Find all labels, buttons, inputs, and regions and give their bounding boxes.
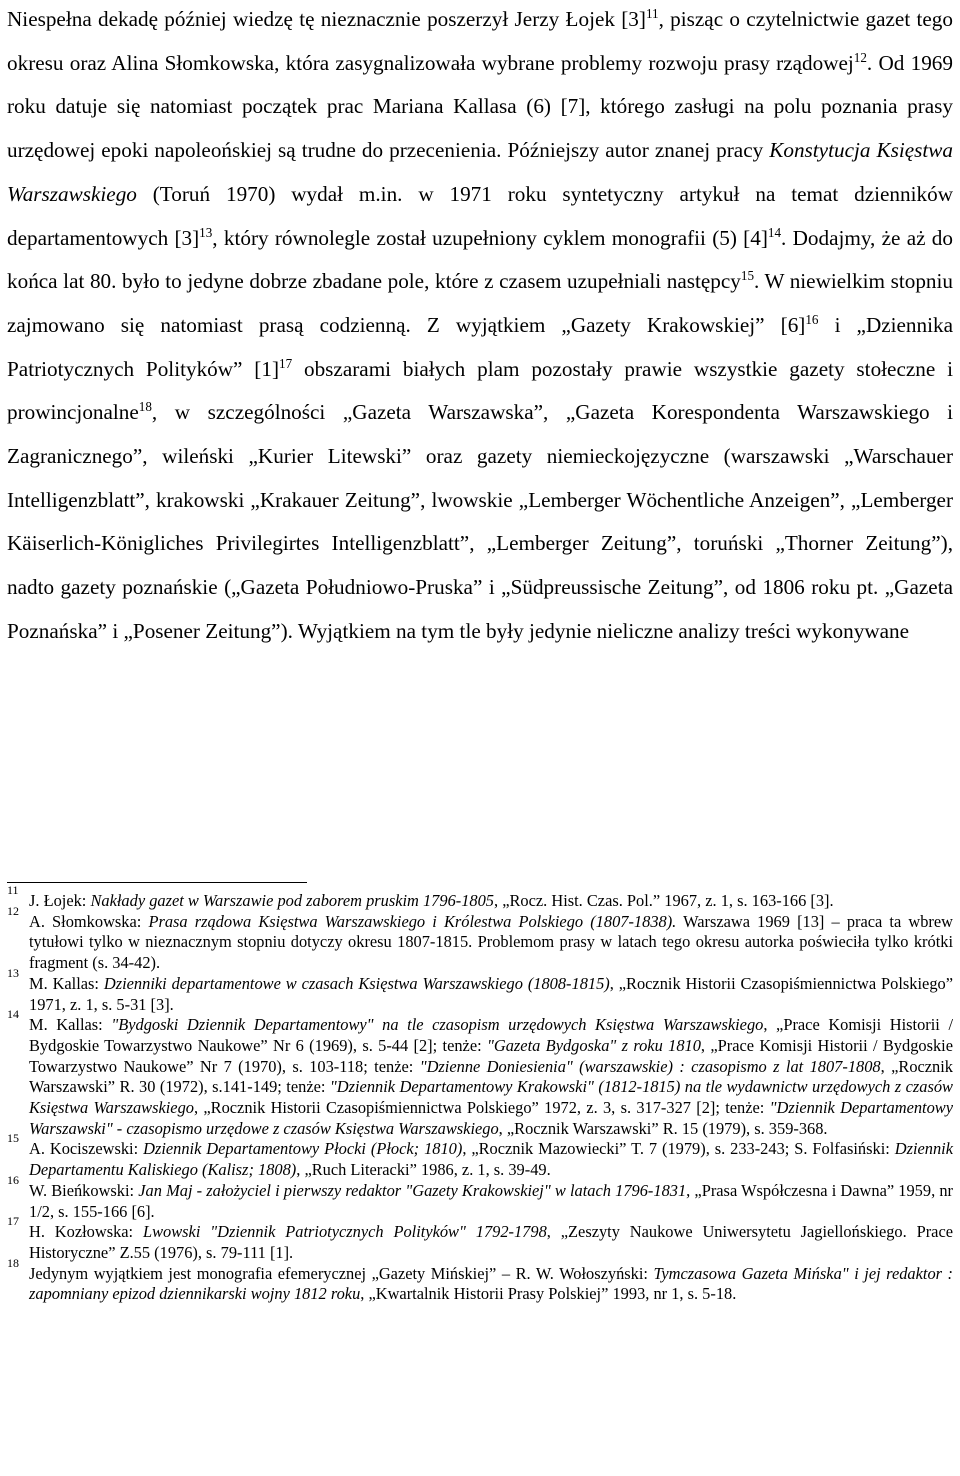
- footnote-title: "Dziennik Departamentowy Warszawski" - czasopismo urzędowe z czasów Księstwa Warszawskiego: [29, 1098, 954, 1138]
- footnote-text: , „Rocznik Historii Czasopiśmiennictwa Polskiego” 1972, z. 3, s. 317-327 [2]; tenże:: [193, 1098, 770, 1118]
- footnote-number: 15: [7, 1131, 19, 1146]
- footnote-15: [7, 1131, 953, 1180]
- footnote-number: 12: [7, 903, 19, 918]
- body-text-segment: . Od 1969 roku datuje się natomiast początek prac Mariana Kallasa (6) [7], którego zasługi na polu poznania prasy urzędowej epoki napoleońskiej są trudne do przecenienia. Późniejszy autor znanej pracy: [7, 50, 953, 163]
- footnote-11: [7, 883, 953, 912]
- footnote-ref-15[interactable]: 15: [740, 268, 754, 284]
- footnote-text: , „Rocznik Mazowiecki” T. 7 (1979), s. 233-243; S. Folfasiński:: [462, 1139, 895, 1159]
- body-text-segment: , pisząc o czytelnictwie gazet tego okresu oraz Alina Słomkowska, która zasygnalizowała wybrane problemy rozwoju prasy rządowej: [7, 7, 953, 75]
- body-text-segment: obszarami białych plam pozostały prawie wszystkie gazety stołeczne i prowincjonalne: [7, 356, 953, 425]
- footnote-text: Jedynym wyjątkiem jest monografia efemerycznej „Gazety Mińskiej” – R. W. Wołoszyński:: [29, 1263, 654, 1283]
- footnote-title: Jan Maj - założyciel i pierwszy redaktor "Gazety Krakowskiej" w latach 1796-1831: [138, 1180, 687, 1200]
- footnote-text: , „Prace Komisji Historii / Bydgoskie Towarzystwo Naukowe” Nr 6 (1969), s. 5-44 [2]; tenże:: [29, 1015, 954, 1055]
- footnote-number: 17: [7, 1214, 19, 1229]
- footnote-text: W. Bieńkowski:: [29, 1180, 139, 1200]
- footnote-text: M. Kallas:: [29, 973, 104, 993]
- footnote-number: 11: [7, 883, 19, 897]
- body-paragraph: [7, 0, 953, 654]
- footnote-number: 16: [7, 1172, 19, 1187]
- footnote-ref-18[interactable]: 18: [138, 399, 152, 415]
- body-text-segment: i „Dziennika Patriotycznych Polityków” [1]: [7, 312, 954, 381]
- footnote-text: , „Rocznik Warszawski” R. 30 (1972), s.141-149; tenże:: [29, 1056, 954, 1097]
- footnote-12: [7, 903, 953, 974]
- footnote-ref-17[interactable]: 17: [279, 355, 293, 371]
- footnote-ref-16[interactable]: 16: [805, 311, 819, 327]
- footnote-title: Dzienniki departamentowe w czasach Księstwa Warszawskiego (1808-1815): [103, 973, 610, 993]
- footnote-number: 13: [7, 965, 19, 980]
- footnote-text: Warszawa 1969 [13] – praca ta wbrew tytułowi tylko w nieznacznym stopniu dotyczy okresu 1807-1815. Problemom prasy w latach tego okresu autorka poświeciła tylko krótki fragment (s. 34-42).: [29, 911, 953, 973]
- footnote-16: [7, 1172, 953, 1222]
- footnote-text: J. Łojek:: [29, 891, 91, 910]
- italic-book-title: Konstytucja Księstwa Warszawskiego: [7, 138, 954, 206]
- footnote-title: "Gazeta Bydgoska" z roku 1810: [487, 1035, 701, 1055]
- footnote-separator: [7, 882, 307, 883]
- body-text-segment: . W niewielkim stopniu zajmowano się natomiast prasą codzienną. Z wyjątkiem „Gazety Krakowskiej” [6]: [7, 269, 954, 337]
- footnote-text: , „Prasa Współczesna i Dawna” 1959, nr 1/2, s. 155-166 [6].: [29, 1180, 953, 1221]
- footnote-number: 14: [7, 1007, 19, 1022]
- body-text-segment: , w szczególności „Gazeta Warszawska”, „Gazeta Korespondenta Warszawskiego i Zagranicznego”, wileński „Kurier Litewski” oraz gazety niemieckojęzyczne (warszawski „Warschauer Intelligenzblatt”, krakowski „Krakauer Zeitung”, lwowskie „Lemberger Wöchentliche Anzeigen”, „Lemberger Käiserlich-Königliches Privilegirtes Intelligenzblatt”, „Lemberger Zeitung”, toruński „Thorner Zeitung”), nadto gazety poznańskie („Gazeta Południowo-Pruska” i „Südpreussische Zeitung”, od 1806 roku pt. „Gazeta Poznańska” i „Posener Zeitung”). Wyjątkiem na tym tle były jedynie nieliczne analizy treści wykonywane: [7, 400, 953, 643]
- body-text-segment: (Toruń 1970) wydał m.in. w 1971 roku syntetyczny artykuł na temat dzienników departamentowych [3]: [7, 181, 953, 250]
- footnote-text: A. Słomkowska:: [29, 911, 149, 931]
- footnote-text: M. Kallas:: [29, 1015, 112, 1035]
- footnote-ref-13[interactable]: 13: [199, 224, 213, 240]
- body-text-segment: Niespełna dekadę później wiedzę tę nieznacznie poszerzył Jerzy Łojek [3]: [7, 7, 646, 31]
- footnotes-section: [7, 883, 954, 1305]
- footnote-18: [7, 1255, 953, 1305]
- footnote-title: Prasa rządowa Księstwa Warszawskiego i Królestwa Polskiego (1807-1838).: [148, 911, 677, 931]
- footnote-title: "Bydgoski Dziennik Departamentowy" na tle czasopism urzędowych Księstwa Warszawskiego: [111, 1015, 764, 1035]
- footnote-title: "Dzienne Doniesienia" (warszawskie) : czasopismo z lat 1807-1808: [419, 1056, 881, 1076]
- footnote-text: , „Rocznik Historii Czasopiśmiennictwa Polskiego” 1971, z. 1, s. 5-31 [3].: [29, 973, 953, 1014]
- body-text-segment: . Dodajmy, że aż do końca lat 80. było to jedyne dobrze zbadane pole, które z czasem uzupełniali następcy: [7, 225, 953, 294]
- footnote-13: [7, 965, 953, 1015]
- footnote-title: Lwowski "Dziennik Patriotycznych Polityków" 1792-1798: [142, 1222, 547, 1242]
- footnote-text: , „Ruch Literacki” 1986, z. 1, s. 39-49.: [296, 1160, 551, 1180]
- footnote-title: Dziennik Departamentu Kaliskiego (Kalisz; 1808): [29, 1139, 953, 1180]
- footnote-ref-11[interactable]: 11: [645, 5, 659, 21]
- footnote-text: , „Zeszyty Naukowe Uniwersytetu Jagiellońskiego. Prace Historyczne” Z.55 (1976), s. 79-111 [1].: [29, 1222, 953, 1262]
- footnote-text: , „Rocznik Warszawski” R. 15 (1979), s. 359-368.: [498, 1118, 828, 1138]
- footnote-number: 18: [7, 1255, 19, 1270]
- footnote-title: Dziennik Departamentowy Płocki (Płock; 1810): [143, 1139, 463, 1159]
- footnote-title: "Dziennik Departamentowy Krakowski" (1812-1815) na tle wydawnictw urzędowych z czasów Księstwa Warszawskiego: [29, 1077, 953, 1118]
- footnote-ref-14[interactable]: 14: [767, 224, 782, 240]
- footnote-title: Tymczasowa Gazeta Mińska" i jej redaktor : zapomniany epizod dziennikarski wojny 1812 roku: [29, 1263, 953, 1304]
- footnote-text: , „Kwartalnik Historii Prasy Polskiej” 1993, nr 1, s. 5-18.: [360, 1284, 737, 1304]
- footnote-17: [7, 1214, 953, 1263]
- footnote-text: , „Rocz. Hist. Czas. Pol.” 1967, z. 1, s. 163-166 [3].: [494, 891, 834, 910]
- footnote-14: [7, 1007, 954, 1139]
- footnote-text: H. Kozłowska:: [29, 1222, 143, 1242]
- body-text-segment: , który równolegle został uzupełniony cyklem monografii (5) [4]: [212, 225, 768, 250]
- footnote-ref-12[interactable]: 12: [853, 49, 867, 65]
- footnote-text: A. Kociszewski:: [29, 1139, 144, 1159]
- footnote-title: Nakłady gazet w Warszawie pod zaborem pruskim 1796-1805: [90, 891, 495, 910]
- footnote-text: , „Prace Komisji Historii / Bydgoskie Towarzystwo Naukowe” Nr 7 (1970), s. 103-118; tenże:: [29, 1035, 953, 1076]
